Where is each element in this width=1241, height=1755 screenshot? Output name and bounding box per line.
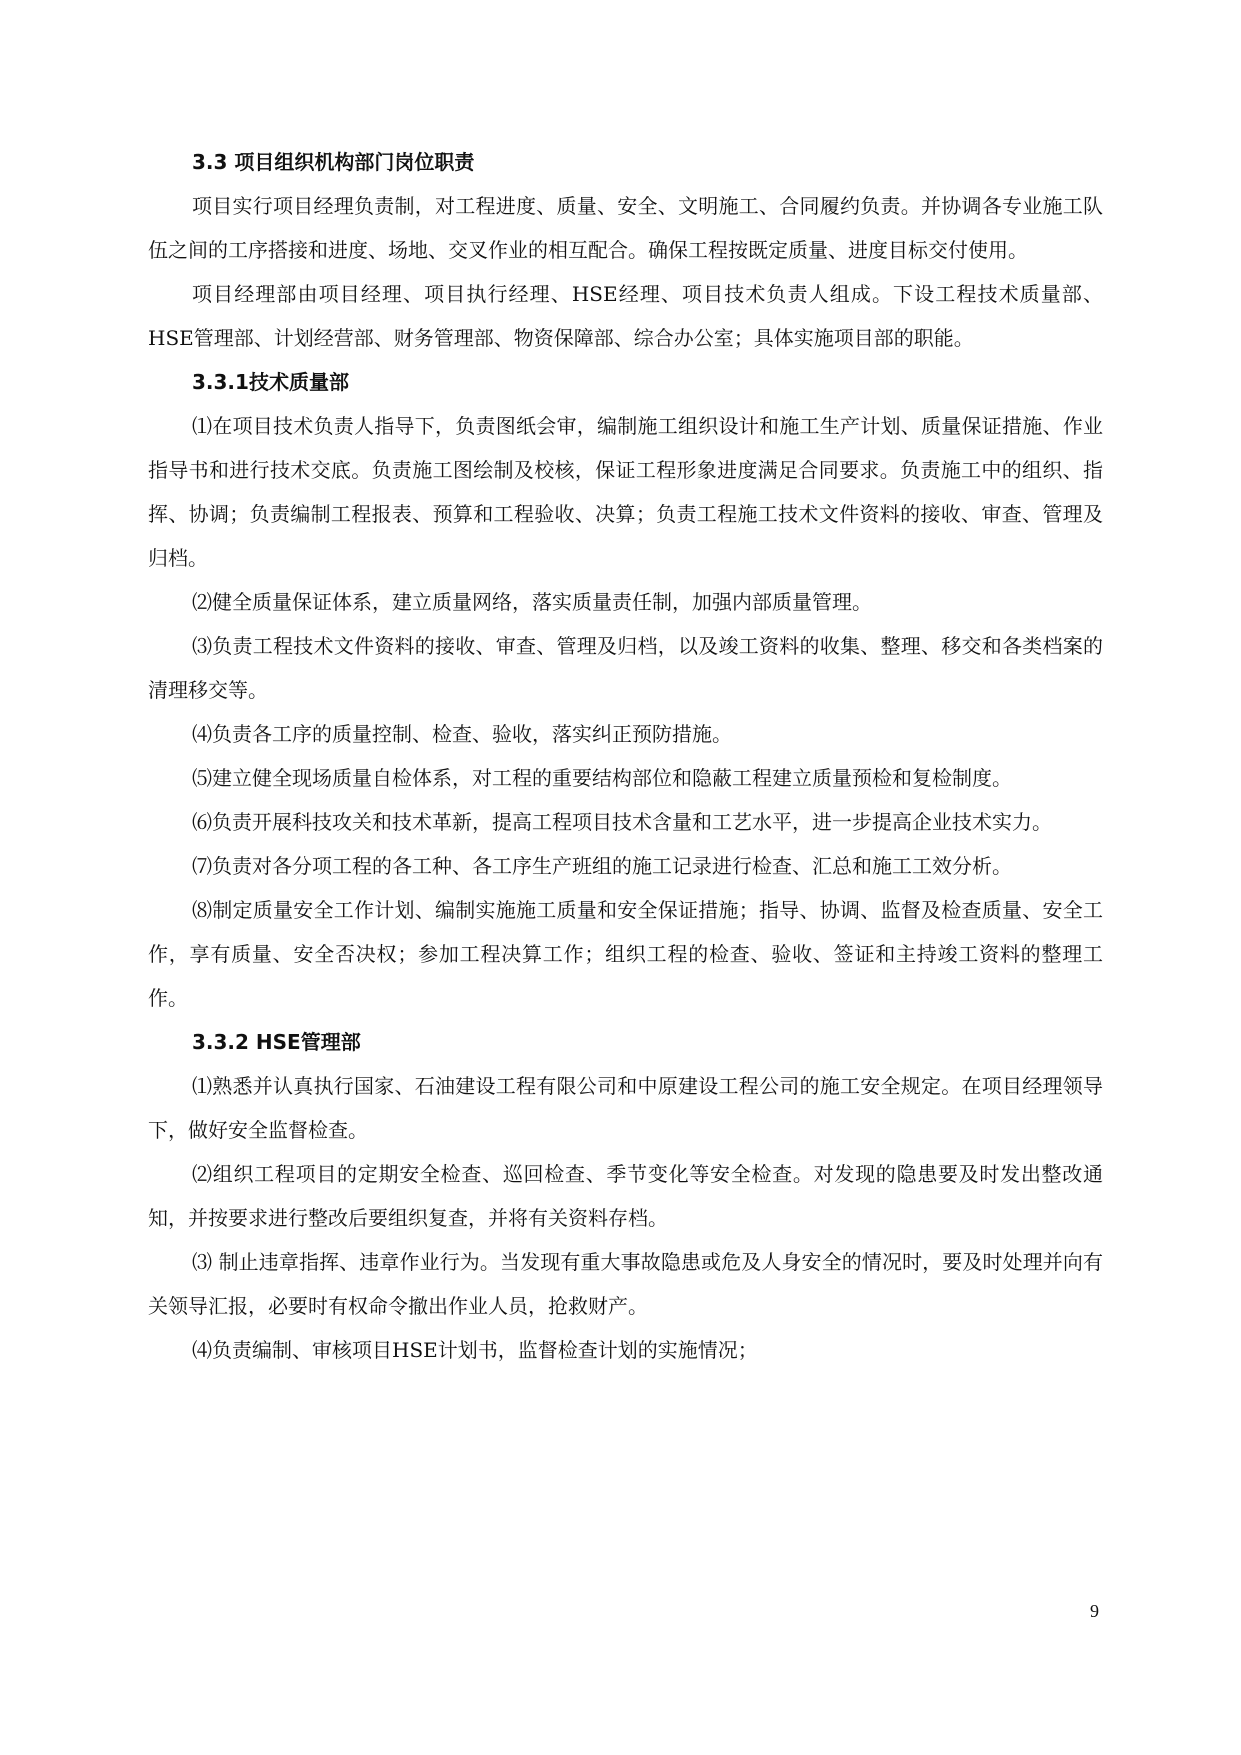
list-item: ⑴熟悉并认真执行国家、石油建设工程有限公司和中原建设工程公司的施工安全规定。在项目经理领导下，做好安全监督检查。 <box>148 1074 1103 1142</box>
list-item: ⑴在项目技术负责人指导下，负责图纸会审，编制施工组织设计和施工生产计划、质量保证措施、作业指导书和进行技术交底。负责施工图绘制及校核，保证工程形象进度满足合同要求。负责施工中的组织、指挥、协调；负责编制工程报表、预算和工程验收、决算；负责工程施工技术文件资料的接收、审查、管理及归档。 <box>148 414 1103 570</box>
paragraph: 项目实行项目经理负责制，对工程进度、质量、安全、文明施工、合同履约负责。并协调各专业施工队伍之间的工序搭接和进度、场地、交叉作业的相互配合。确保工程按既定质量、进度目标交付使用。 <box>148 194 1103 262</box>
subsection-heading: 3.3.2 HSE管理部 <box>192 1030 361 1054</box>
page-body <box>148 140 1103 1372</box>
list-item: ⑹负责开展科技攻关和技术革新，提高工程项目技术含量和工艺水平，进一步提高企业技术实力。 <box>192 810 1052 834</box>
subsection-heading: 3.3.1技术质量部 <box>192 370 349 394</box>
list-item: ⑶ 制止违章指挥、违章作业行为。当发现有重大事故隐患或危及人身安全的情况时，要及时处理并向有关领导汇报，必要时有权命令撤出作业人员，抢救财产。 <box>148 1250 1103 1318</box>
list-item: ⑻制定质量安全工作计划、编制实施施工质量和安全保证措施；指导、协调、监督及检查质量、安全工作，享有质量、安全否决权；参加工程决算工作；组织工程的检查、验收、签证和主持竣工资料的整理工作。 <box>148 898 1103 1010</box>
list-item: ⑵健全质量保证体系，建立质量网络，落实质量责任制，加强内部质量管理。 <box>192 590 872 614</box>
section-heading: 3.3 项目组织机构部门岗位职责 <box>192 150 475 174</box>
paragraph: 项目经理部由项目经理、项目执行经理、HSE经理、项目技术负责人组成。下设工程技术质量部、HSE管理部、计划经营部、财务管理部、物资保障部、综合办公室；具体实施项目部的职能。 <box>148 282 1103 350</box>
list-item: ⑷负责各工序的质量控制、检查、验收，落实纠正预防措施。 <box>192 722 732 746</box>
list-item: ⑺负责对各分项工程的各工种、各工序生产班组的施工记录进行检查、汇总和施工工效分析。 <box>192 854 1012 878</box>
list-item: ⑸建立健全现场质量自检体系，对工程的重要结构部位和隐蔽工程建立质量预检和复检制度。 <box>192 766 1012 790</box>
list-item: ⑵组织工程项目的定期安全检查、巡回检查、季节变化等安全检查。对发现的隐患要及时发出整改通知，并按要求进行整改后要组织复查，并将有关资料存档。 <box>148 1162 1103 1230</box>
list-item: ⑶负责工程技术文件资料的接收、审查、管理及归档，以及竣工资料的收集、整理、移交和各类档案的清理移交等。 <box>148 634 1103 702</box>
list-item: ⑷负责编制、审核项目HSE计划书，监督检查计划的实施情况； <box>192 1338 758 1362</box>
page-number: 9 <box>1090 1601 1099 1621</box>
